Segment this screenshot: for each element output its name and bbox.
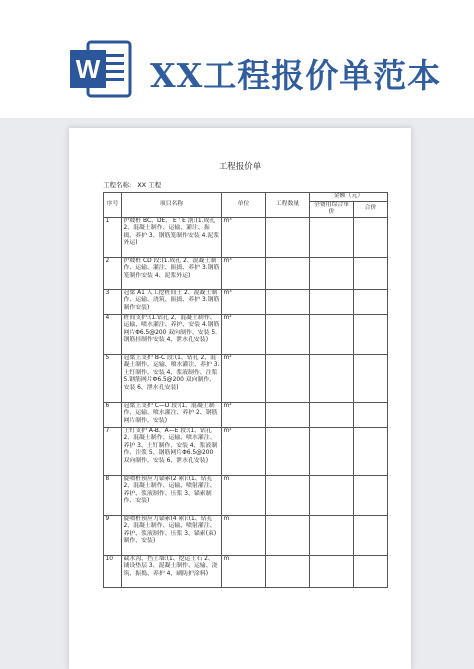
table-row [104,257,388,289]
row-unit: m³ [222,217,266,257]
project-label: 工程名称: [103,181,132,189]
row-unit: m² [222,354,266,402]
row-item-name: 截水沟、挡土墙:(1、挖运土石 2、铺设垫层 3、混凝土制作、运输、浇筑、振捣、养护 4、刷防护涂料) [122,555,222,587]
row-quantity [266,402,310,427]
header-qty: 工程数量 [266,193,310,218]
row-unit: m³ [222,289,266,314]
row-total [354,354,388,402]
row-total [354,515,388,555]
row-item-name: 冠梁上支护 B-C 段:(1、钻孔 2、混凝土制作、运输、喷水灌注、养护 3.土钉制作、安装 4、浆液制作、注浆 5.钢筋网片Φ6.5@200 双向制作、安装 6、泄水孔安装) [122,354,222,402]
row-item-name: 冠梁上支护 C—D 段:(1、混凝土制作、运输、喷水灌注、养护 2、钢筋网片制作、安装) [122,402,222,427]
row-quantity [266,555,310,587]
row-item-name: 旋喷桩预应力锚索(4 索):(1、钻孔 2、混凝土制作、运输、喷射灌注、养护、浆液制作、压浆 3、锚索(束)制作、安装) [122,515,222,555]
table-row [104,555,388,587]
row-unit: m³ [222,257,266,289]
header-amount: 金额（元） [310,193,388,202]
row-number: 6 [104,402,122,427]
table-row [104,515,388,555]
header-no: 序号 [104,193,122,218]
row-unit-price [310,555,354,587]
row-unit-price [310,257,354,289]
table-row [104,314,388,354]
table-row [104,475,388,515]
table-row [104,427,388,475]
row-unit-price [310,217,354,257]
row-item-name: 桩间支护:(1.钻孔 2、混凝土制作、运输、喷水灌注、养护、安装 4.钢筋网片Φ6.5@200 双向制作、安装 5.钢筋挂制作安装 4、泄水孔安装) [122,314,222,354]
row-unit: m [222,555,266,587]
row-number: 7 [104,427,122,475]
row-item-name: 土钉支护 A-B、A—E 段:(1、钻孔 2、混凝土制作、运输、喷水灌注、养护 3、土钉制作、安装 4、浆液制作、注浆 5、钢筋网片Φ6.5@200 双向制作、安装 6、泄水孔安装) [122,427,222,475]
row-quantity [266,314,310,354]
quote-table [103,192,388,588]
row-quantity [266,217,310,257]
row-total [354,257,388,289]
row-number: 2 [104,257,122,289]
row-item-name: 护坡桩 CD 段:(1.成孔 2、混凝土制作、运输、灌注、振捣、养护 3.钢筋笼制作安装 4、泥浆外运) [122,257,222,289]
row-unit-price [310,475,354,515]
row-quantity [266,354,310,402]
project-name: XX 工程 [137,181,162,189]
header-total: 合价 [354,201,388,217]
quote-table-body [104,217,388,587]
row-quantity [266,475,310,515]
table-row [104,289,388,314]
row-item-name: 护坡桩 BC、DE、 E ' E 剖:(1.成孔 2、混凝土制作、运输、灌注、振捣、养护 3、钢筋笼制作安装 4.泥浆外运) [122,217,222,257]
table-row [104,354,388,402]
row-quantity [266,427,310,475]
table-row [104,217,388,257]
word-logo-letter: W [75,54,101,84]
row-unit-price [310,289,354,314]
row-number: 9 [104,515,122,555]
word-document-icon [68,40,132,98]
row-total [354,402,388,427]
row-unit-price [310,402,354,427]
banner [0,0,474,118]
row-total [354,289,388,314]
row-unit-price [310,314,354,354]
row-unit-price [310,354,354,402]
row-number: 5 [104,354,122,402]
row-total [354,555,388,587]
row-quantity [266,515,310,555]
row-unit: m² [222,427,266,475]
row-number: 4 [104,314,122,354]
row-unit: m [222,515,266,555]
project-line [103,180,161,189]
row-number: 10 [104,555,122,587]
row-unit: m² [222,402,266,427]
row-total [354,314,388,354]
header-unit: 单位 [222,193,266,218]
row-number: 3 [104,289,122,314]
header-item: 项目名称 [122,193,222,218]
row-quantity [266,257,310,289]
row-quantity [266,289,310,314]
banner-title: XX工程报价单范本 [150,56,442,95]
document-title: 工程报价单 [218,162,262,172]
row-unit-price [310,427,354,475]
row-total [354,427,388,475]
row-number: 8 [104,475,122,515]
row-item-name: 旋喷桩预应力锚索(2 索):(1、钻孔 2、混凝土制作、运输、喷射灌注、养护、浆液制作、压浆 3、锚索制作、安装) [122,475,222,515]
row-total [354,217,388,257]
row-unit-price [310,515,354,555]
row-unit: m² [222,314,266,354]
row-total [354,475,388,515]
row-item-name: 冠梁 A1 人工挖桩间土 2、混凝土制作、运输、浇筑、振捣、养护 3.钢筋制作安装) [122,289,222,314]
table-row [104,402,388,427]
row-number: 1 [104,217,122,257]
document-page [69,128,411,669]
row-unit: m [222,475,266,515]
header-unit-price: 全费用综合单价 [310,201,354,217]
